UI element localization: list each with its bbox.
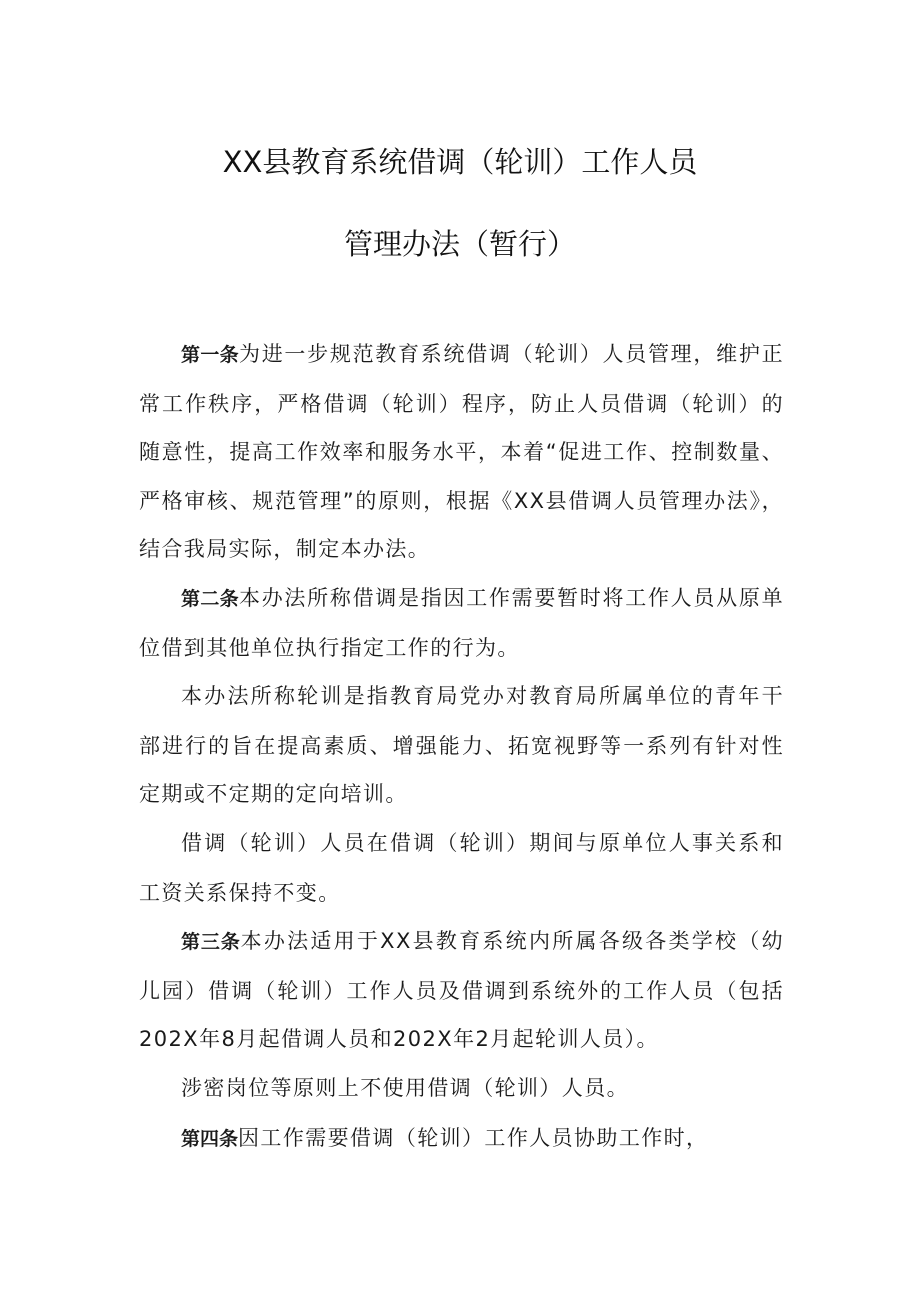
paragraph-text: 本办法所称轮训是指教育局党办对教育局所属单位的青年干部进行的旨在提高素质、增强能力、拓宽视野等一系列有针对性定期或不定期的定向培训。 — [139, 684, 784, 807]
paragraph-article-1 — [139, 330, 784, 574]
paragraph-text: 涉密岗位等原则上不使用借调（轮训）人员。 — [181, 1075, 629, 1100]
paragraph-text: 本办法适用于XX县教育系统内所属各级各类学校（幼儿园）借调（轮训）工作人员及借调到系统外的工作人员（包括202X年8月起借调人员和202X年2月起轮训人员）。 — [139, 929, 784, 1052]
paragraph-text: 为进一步规范教育系统借调（轮训）人员管理，维护正常工作秩序，严格借调（轮训）程序，防止人员借调（轮训）的随意性，提高工作效率和服务水平，本着“促进工作、控制数量、严格审核、规范管理”的原则，根据《XX县借调人员管理办法》，结合我局实际，制定本办法。 — [139, 342, 784, 562]
paragraph-text: 本办法所称借调是指因工作需要暂时将工作人员从原单位借到其他单位执行指定工作的行为。 — [139, 585, 784, 660]
paragraph-rotation-definition — [139, 672, 784, 819]
paragraph-text: 借调（轮训）人员在借调（轮训）期间与原单位人事关系和工资关系保持不变。 — [139, 830, 784, 905]
paragraph-article-4 — [139, 1114, 784, 1164]
document-title-line-2: 管理办法（暂行） — [343, 227, 576, 261]
paragraph-article-3 — [139, 917, 784, 1064]
paragraph-classified-posts — [139, 1064, 784, 1114]
paragraph-article-2 — [139, 574, 784, 672]
document-title-line-1: XX县教育系统借调（轮训）工作人员 — [222, 145, 698, 179]
article-label: 第三条 — [181, 931, 241, 954]
article-label: 第二条 — [181, 587, 239, 610]
article-label: 第一条 — [181, 344, 239, 366]
paragraph-text: 因工作需要借调（轮训）工作人员协助工作时， — [238, 1125, 709, 1150]
paragraph-personnel-relation — [139, 819, 784, 917]
article-label: 第四条 — [181, 1127, 239, 1150]
document-body — [139, 330, 784, 1163]
